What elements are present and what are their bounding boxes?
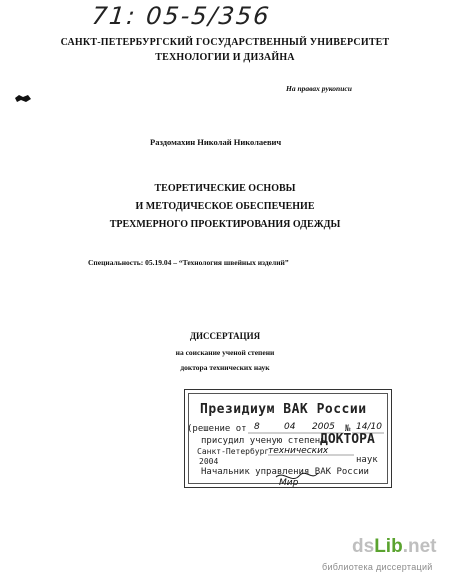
university-name-line2: ТЕХНОЛОГИИ И ДИЗАЙНА — [155, 52, 295, 63]
dslib-tagline: библиотека диссертаций — [322, 562, 433, 572]
vak-signature: Мир — [279, 478, 299, 488]
thesis-title-line3: ТРЕХМЕРНОГО ПРОЕКТИРОВАНИЯ ОДЕЖДЫ — [109, 219, 341, 230]
vak-stamp-title: Президиум ВАК России — [200, 402, 367, 417]
vak-city: Санкт-Петербург — [197, 447, 270, 456]
specialty-line: Специальность: 05.19.04 – “Технология швейных изделий” — [88, 258, 289, 267]
dslib-logo — [352, 536, 440, 562]
thesis-title-line1: ТЕОРЕТИЧЕСКИЕ ОСНОВЫ — [154, 183, 296, 194]
dissertation-heading: ДИССЕРТАЦИЯ — [189, 331, 261, 341]
vak-decision-prefix: (решение от — [187, 424, 247, 434]
author-name: Раздомахин Николай Николаевич — [150, 137, 282, 147]
dissertation-degree-line1: на соискание ученой степени — [175, 348, 275, 357]
vak-field-suffix: наук — [356, 455, 378, 465]
vak-field-handwritten: технических — [268, 446, 329, 456]
university-name-line1: САНКТ-ПЕТЕРБУРГСКИЙ ГОСУДАРСТВЕННЫЙ УНИВЕРСИТЕТ — [60, 37, 390, 48]
dslib-logo-lib: Lib — [374, 536, 403, 557]
thesis-title-line2: И МЕТОДИЧЕСКОЕ ОБЕСПЕЧЕНИЕ — [135, 201, 315, 212]
vak-decision-month: 04 — [284, 422, 296, 432]
vak-head-title: Начальник управления ВАК России — [201, 467, 369, 477]
manuscript-rights-note: На правах рукописи — [286, 84, 352, 93]
vak-awarded-text: присудил ученую степень — [201, 436, 326, 446]
vak-decision-number: 14/10 — [356, 422, 382, 432]
vak-degree-awarded: ДОКТОРА — [320, 432, 375, 447]
vak-decision-no-label: № — [345, 424, 351, 434]
ink-blot — [14, 94, 32, 103]
handwritten-catalog-number: 71: 05-5/356 — [90, 2, 273, 30]
vak-printed-year: 2004 — [199, 457, 219, 466]
dslib-logo-ds: ds — [352, 536, 375, 557]
dslib-logo-net: .net — [402, 536, 437, 557]
stamp-underlines — [184, 415, 390, 490]
vak-decision-day: 8 — [254, 422, 260, 432]
dissertation-degree-line2: доктора технических наук — [180, 363, 270, 372]
vak-decision-year: 2005 — [312, 422, 335, 432]
